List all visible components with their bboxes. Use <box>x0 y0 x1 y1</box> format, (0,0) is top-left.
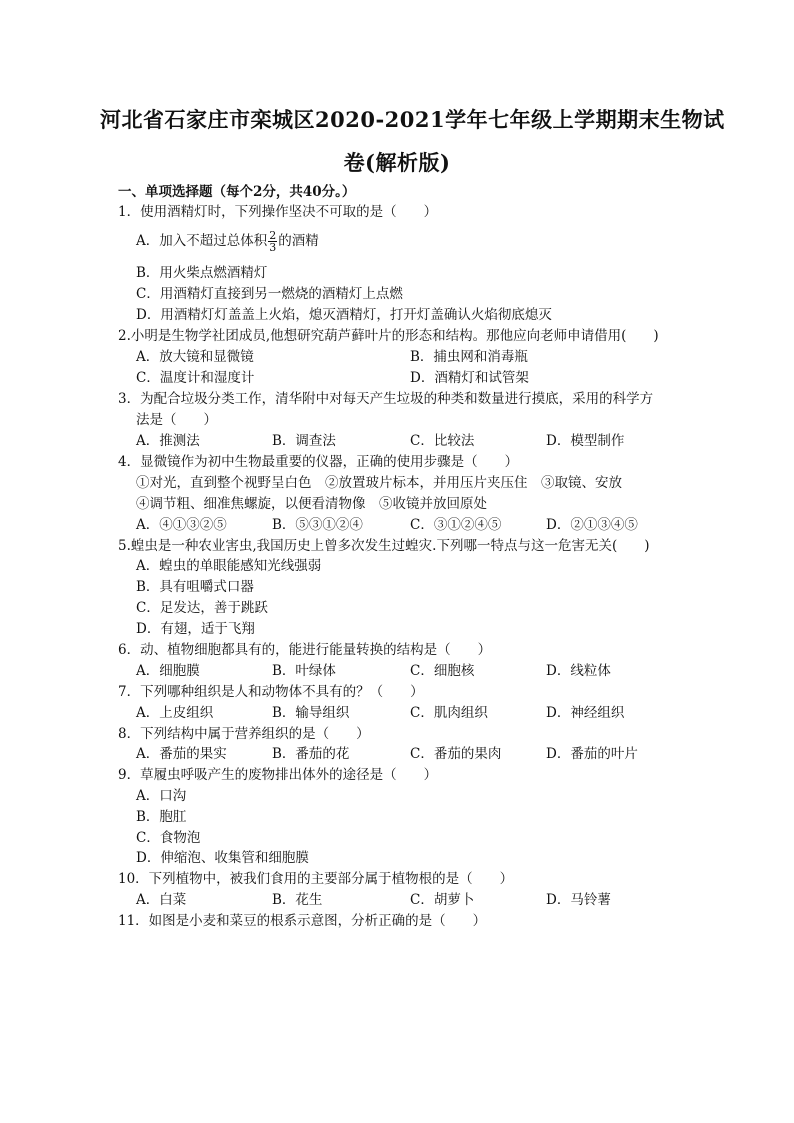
question-2-option-b: B．捕虫网和消毒瓶 <box>410 349 528 365</box>
question-1-option-c: C．用酒精灯直接到另一燃烧的酒精灯上点燃 <box>136 286 403 302</box>
question-1-option-d: D．用酒精灯灯盖盖上火焰，熄灭酒精灯，打开灯盖确认火焰彻底熄灭 <box>136 307 552 323</box>
question-8-option-d: D．番茄的叶片 <box>546 746 638 762</box>
question-8-option-c: C．番茄的果肉 <box>410 746 502 762</box>
question-1-option-a <box>136 230 319 253</box>
question-4-steps-line-1: ①对光，直到整个视野呈白色 ②放置玻片标本，并用压片夹压住 ③取镜、安放 <box>136 475 622 491</box>
question-7-option-b: B．输导组织 <box>272 705 350 721</box>
question-4-option-c: C．③①②④⑤ <box>410 517 502 533</box>
fraction-denominator: 3 <box>269 241 277 254</box>
fraction <box>268 230 277 253</box>
question-3-option-d: D．模型制作 <box>546 433 625 449</box>
page-title: 河北省石家庄市栾城区2020-2021学年七年级上学期期末生物试 <box>100 107 725 132</box>
question-5-option-d: D．有翅，适于飞翔 <box>136 621 255 637</box>
question-10-option-a: A．白菜 <box>136 892 187 908</box>
question-11-stem: 11．如图是小麦和菜豆的根系示意图，分析正确的是（ ） <box>118 913 487 929</box>
question-4-steps-line-2: ④调节粗、细准焦螺旋，以便看清物像 ⑤收镜并放回原处 <box>136 496 487 512</box>
question-7-option-c: C．肌肉组织 <box>410 705 488 721</box>
question-8-option-b: B．番茄的花 <box>272 746 350 762</box>
question-4-option-b: B．⑤③①②④ <box>272 517 363 533</box>
question-3-option-c: C．比较法 <box>410 433 475 449</box>
question-1-stem: 1．使用酒精灯时，下列操作坚决不可取的是（ ） <box>118 204 438 220</box>
question-6-option-d: D．线粒体 <box>546 663 611 679</box>
question-9-stem: 9．草履虫呼吸产生的废物排出体外的途径是（ ） <box>118 767 438 783</box>
question-7-stem: 7．下列哪种组织是人和动物体不具有的？（ ） <box>118 684 424 700</box>
question-5-option-c: C．足发达，善于跳跃 <box>136 600 268 616</box>
fraction-numerator: 2 <box>269 229 277 242</box>
question-9-option-a: A．口沟 <box>136 788 187 804</box>
question-2-option-a: A．放大镜和显微镜 <box>136 349 254 365</box>
question-6-stem: 6．动、植物细胞都具有的，能进行能量转换的结构是（ ） <box>118 642 492 658</box>
question-5-option-a: A．蝗虫的单眼能感知光线强弱 <box>136 558 322 574</box>
option-a-text-end: 的酒精 <box>278 233 319 249</box>
question-5-option-b: B．具有咀嚼式口器 <box>136 579 254 595</box>
question-8-option-a: A．番茄的果实 <box>136 746 227 762</box>
question-10-stem: 10．下列植物中，被我们食用的主要部分属于植物根的是（ ） <box>118 871 514 887</box>
question-2-option-d: D．酒精灯和试管架 <box>410 370 529 386</box>
question-2-stem: 2.小明是生物学社团成员,他想研究葫芦藓叶片的形态和结构。那他应向老师申请借用( ) <box>118 328 659 344</box>
question-5-stem: 5.蝗虫是一种农业害虫,我国历史上曾多次发生过蝗灾.下列哪一特点与这一危害无关( ) <box>118 538 650 554</box>
option-a-text: A．加入不超过总体积 <box>136 233 268 249</box>
question-10-option-b: B．花生 <box>272 892 323 908</box>
question-8-stem: 8．下列结构中属于营养组织的是（ ） <box>118 726 370 742</box>
question-3-stem-continued: 法是（ ） <box>136 412 217 428</box>
question-10-option-c: C．胡萝卜 <box>410 892 475 908</box>
question-4-option-a: A．④①③②⑤ <box>136 517 227 533</box>
question-4-stem: 4．显微镜作为初中生物最重要的仪器，正确的使用步骤是（ ） <box>118 454 519 470</box>
question-6-option-b: B．叶绿体 <box>272 663 336 679</box>
question-6-option-c: C．细胞核 <box>410 663 475 679</box>
question-1-option-b: B．用火柴点燃酒精灯 <box>136 265 268 281</box>
question-10-option-d: D．马铃薯 <box>546 892 611 908</box>
question-3-option-b: B．调查法 <box>272 433 336 449</box>
section-heading: 一、单项选择题（每个2分，共40分。） <box>118 184 356 200</box>
question-6-option-a: A．细胞膜 <box>136 663 200 679</box>
question-9-option-d: D．伸缩泡、收集管和细胞膜 <box>136 850 309 866</box>
question-9-option-b: B．胞肛 <box>136 809 187 825</box>
question-7-option-a: A．上皮组织 <box>136 705 214 721</box>
question-2-option-c: C．温度计和湿度计 <box>136 370 255 386</box>
page-title-continued: 卷(解析版) <box>343 150 451 175</box>
question-3-stem: 3．为配合垃圾分类工作，清华附中对每天产生垃圾的种类和数量进行摸底，采用的科学方 <box>118 391 654 407</box>
question-4-option-d: D．②①③④⑤ <box>546 517 638 533</box>
question-9-option-c: C．食物泡 <box>136 830 201 846</box>
question-3-option-a: A．推测法 <box>136 433 200 449</box>
question-7-option-d: D．神经组织 <box>546 705 625 721</box>
